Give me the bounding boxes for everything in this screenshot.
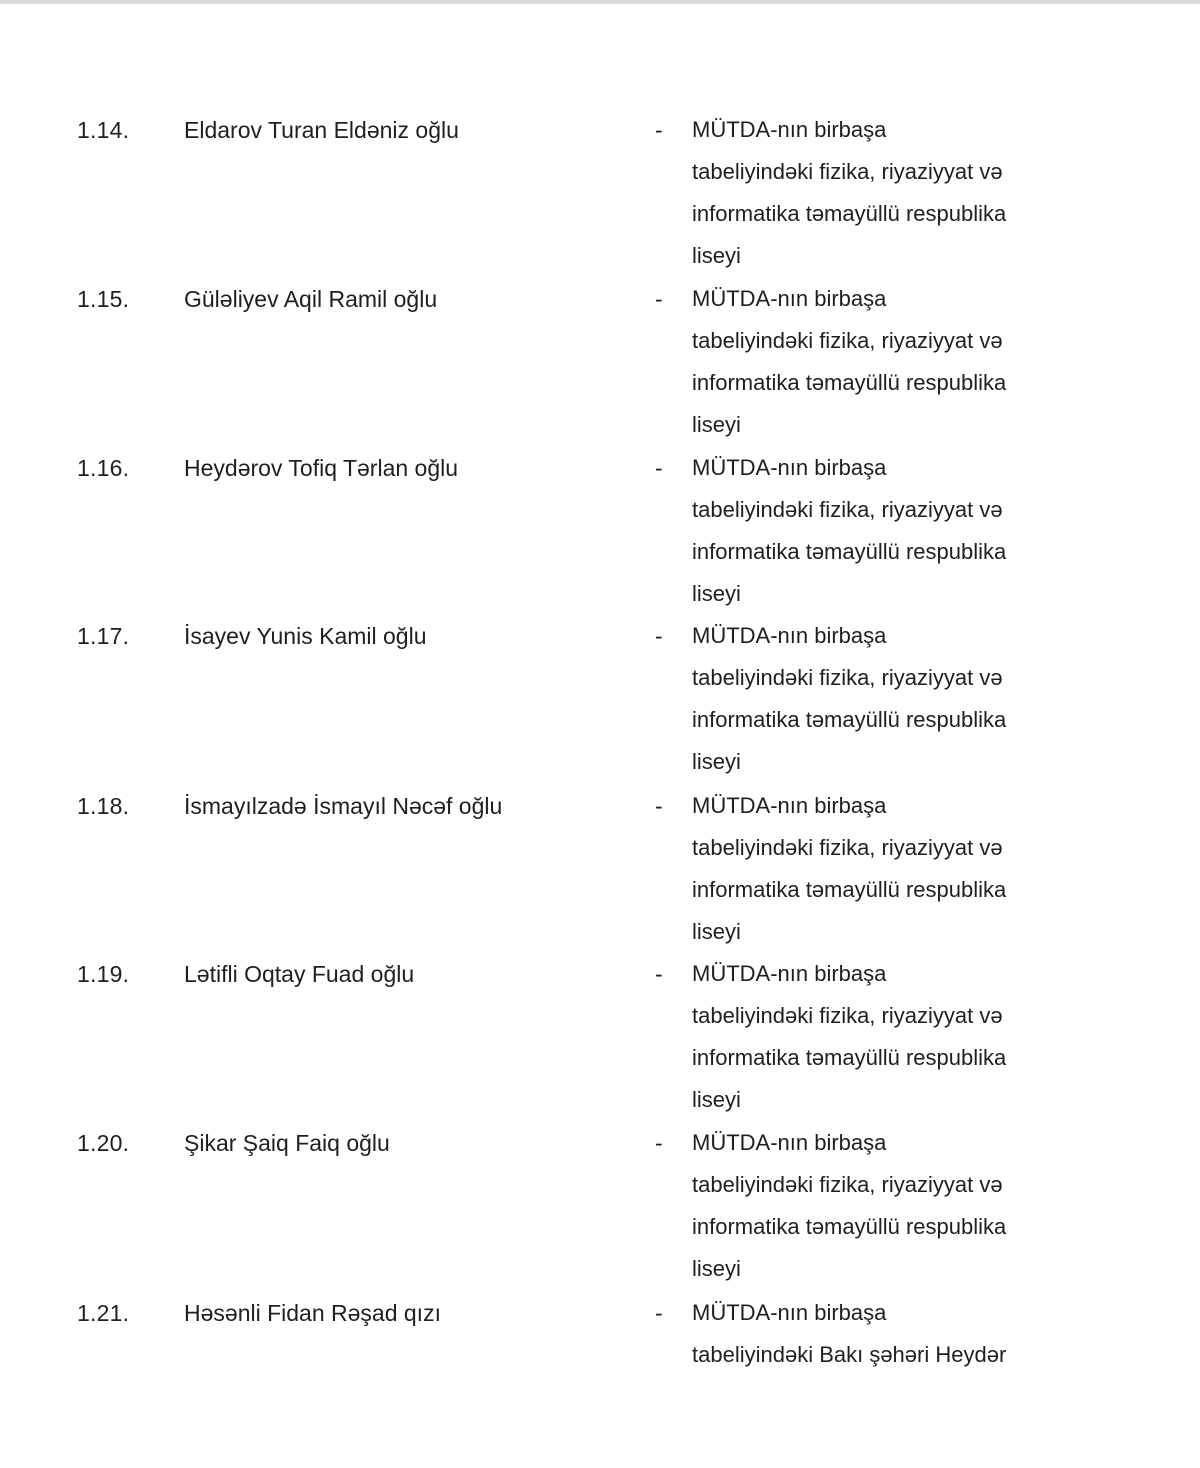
separator-dash: - xyxy=(655,286,663,312)
separator-dash: - xyxy=(655,455,663,481)
item-number: 1.15. xyxy=(77,286,130,312)
description-line: informatika təmayüllü respublika xyxy=(692,1045,1007,1070)
separator-dash: - xyxy=(655,623,663,649)
list-item xyxy=(0,286,1200,454)
description-line: liseyi xyxy=(692,1256,741,1281)
separator-dash: - xyxy=(655,961,663,987)
list-item xyxy=(0,117,1200,285)
separator-dash: - xyxy=(655,793,663,819)
item-number: 1.19. xyxy=(77,961,130,987)
separator-dash: - xyxy=(655,1300,663,1326)
person-name: Heydərov Tofiq Tərlan oğlu xyxy=(184,455,459,481)
institution-description xyxy=(692,961,1072,1129)
institution-description xyxy=(692,455,1072,623)
description-line: tabeliyindəki fizika, riyaziyyat və xyxy=(692,1003,1003,1028)
list-item xyxy=(0,961,1200,1129)
description-line: tabeliyindəki Bakı şəhəri Heydər xyxy=(692,1342,1007,1367)
description-line: informatika təmayüllü respublika xyxy=(692,1214,1007,1239)
description-line: tabeliyindəki fizika, riyaziyyat və xyxy=(692,497,1003,522)
description-line: liseyi xyxy=(692,749,741,774)
description-line: informatika təmayüllü respublika xyxy=(692,877,1007,902)
description-line: liseyi xyxy=(692,919,741,944)
person-name: Həsənli Fidan Rəşad qızı xyxy=(184,1300,441,1326)
institution-description xyxy=(692,117,1072,285)
description-line: tabeliyindəki fizika, riyaziyyat və xyxy=(692,328,1003,353)
item-number: 1.21. xyxy=(77,1300,130,1326)
person-name: Güləliyev Aqil Ramil oğlu xyxy=(184,286,438,312)
description-line: MÜTDA-nın birbaşa xyxy=(692,961,887,986)
description-line: MÜTDA-nın birbaşa xyxy=(692,117,887,142)
description-line: liseyi xyxy=(692,412,741,437)
item-number: 1.17. xyxy=(77,623,130,649)
description-line: informatika təmayüllü respublika xyxy=(692,707,1007,732)
description-line: tabeliyindəki fizika, riyaziyyat və xyxy=(692,159,1003,184)
description-line: liseyi xyxy=(692,581,741,606)
list-item xyxy=(0,455,1200,623)
description-line: tabeliyindəki fizika, riyaziyyat və xyxy=(692,665,1003,690)
institution-description xyxy=(692,286,1072,454)
institution-description xyxy=(692,623,1072,791)
description-line: tabeliyindəki fizika, riyaziyyat və xyxy=(692,835,1003,860)
person-name: Eldarov Turan Eldəniz oğlu xyxy=(184,117,459,143)
person-name: Şikar Şaiq Faiq oğlu xyxy=(184,1130,390,1156)
description-line: informatika təmayüllü respublika xyxy=(692,370,1007,395)
description-line: MÜTDA-nın birbaşa xyxy=(692,623,887,648)
person-name: İsayev Yunis Kamil oğlu xyxy=(184,623,427,649)
list-item xyxy=(0,1130,1200,1298)
item-number: 1.16. xyxy=(77,455,130,481)
list-item xyxy=(0,623,1200,791)
description-line: tabeliyindəki fizika, riyaziyyat və xyxy=(692,1172,1003,1197)
institution-description xyxy=(692,1130,1072,1298)
separator-dash: - xyxy=(655,117,663,143)
person-name: İsmayılzadə İsmayıl Nəcəf oğlu xyxy=(184,793,503,819)
description-line: MÜTDA-nın birbaşa xyxy=(692,1300,887,1325)
description-line: informatika təmayüllü respublika xyxy=(692,201,1007,226)
institution-description xyxy=(692,1300,1072,1384)
item-number: 1.18. xyxy=(77,793,130,819)
description-line: MÜTDA-nın birbaşa xyxy=(692,1130,887,1155)
list-item xyxy=(0,793,1200,961)
person-name: Lətifli Oqtay Fuad oğlu xyxy=(184,961,415,987)
description-line: MÜTDA-nın birbaşa xyxy=(692,455,887,480)
description-line: liseyi xyxy=(692,1087,741,1112)
description-line: informatika təmayüllü respublika xyxy=(692,539,1007,564)
item-number: 1.14. xyxy=(77,117,130,143)
institution-description xyxy=(692,793,1072,961)
separator-dash: - xyxy=(655,1130,663,1156)
list-item xyxy=(0,1300,1200,1468)
item-number: 1.20. xyxy=(77,1130,130,1156)
description-line: liseyi xyxy=(692,243,741,268)
description-line: MÜTDA-nın birbaşa xyxy=(692,286,887,311)
description-line: MÜTDA-nın birbaşa xyxy=(692,793,887,818)
